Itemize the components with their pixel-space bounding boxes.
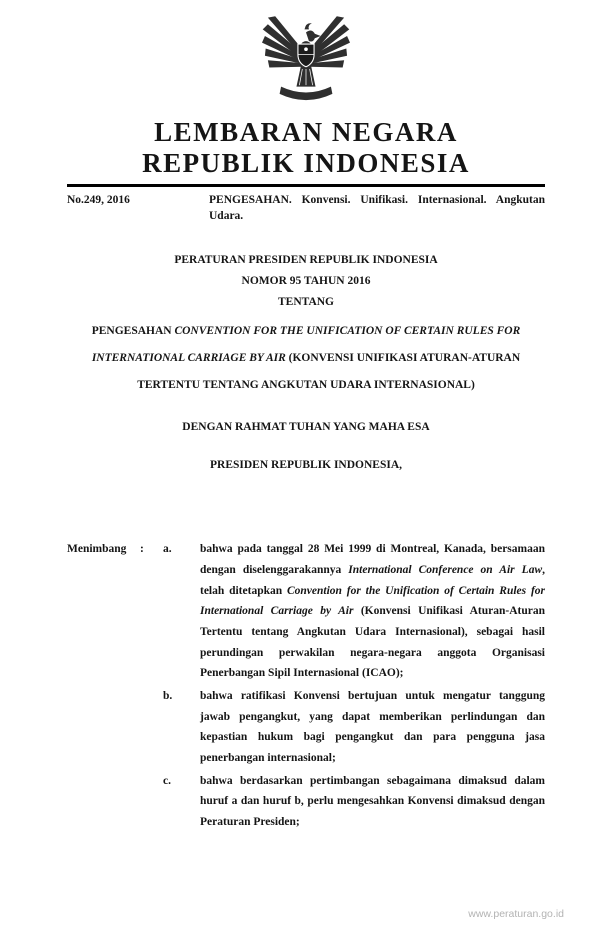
item-letter: c. [163,774,171,787]
watermark: www.peraturan.go.id [468,908,564,920]
masthead-line1: LEMBARAN NEGARA [154,117,458,147]
header-divider [67,184,545,187]
considerations-section [67,539,545,833]
regulation-subject: PENGESAHAN CONVENTION FOR THE UNIFICATION OF CERTAIN RULES FOR INTERNATIONAL CARRIAGE BY AIR (KONVENSI UNIFIKASI ATURAN-ATURAN TERTENTU TENTANG ANGKUTAN UDARA INTERNASIONAL) [91,325,521,392]
consideration-item-b [67,686,545,769]
gazette-number: No.249, 2016 [67,194,130,206]
emblem-container [67,10,545,111]
masthead-title [67,117,545,178]
invocation-line: DENGAN RAHMAT TUHAN YANG MAHA ESA [182,421,430,434]
considerations-colon: : [140,543,144,556]
regulation-heading [67,254,545,471]
consideration-item-a [67,539,545,684]
gazette-header-row [67,192,545,224]
authority-line: PRESIDEN REPUBLIK INDONESIA, [209,459,403,472]
regulation-number: NOMOR 95 TAHUN 2016 [241,275,371,288]
item-letter: a. [163,543,172,556]
masthead-line2: REPUBLIK INDONESIA [142,147,470,178]
item-text: bahwa berdasarkan pertimbangan sebagaimana dimaksud dalam huruf a dan huruf b, perlu mengesahkan Konvensi dimaksud dengan Peraturan Presiden; [200,774,545,829]
garuda-pancasila-icon [262,10,350,106]
item-text: bahwa pada tanggal 28 Mei 1999 di Montreal, Kanada, bersamaan dengan diselenggarakannya International Conference on Air Law, telah ditetapkan Convention for the Unification of Certain Rules for International Carriage by Air (Konvensi Unifikasi Aturan-Aturan Tertentu tentang Angkutan Udara Internasional), sebagai hasil perundingan perwakilan negara-negara anggota Organisasi Penerbangan Sipil Internasional (ICAO); [200,543,546,680]
item-letter: b. [163,690,173,703]
regulation-title: PERATURAN PRESIDEN REPUBLIK INDONESIA [174,254,438,267]
considerations-label: Menimbang [67,543,127,556]
regulation-tentang: TENTANG [277,296,335,309]
item-text: bahwa ratifikasi Konvensi bertujuan untuk mengatur tanggung jawab pengangkut, yang dapat memberikan perlindungan dan kepastian hukum bagi pengangkut dan para pengguna jasa penerbangan internasional; [200,690,545,765]
gazette-subject: PENGESAHAN. Konvensi. Unifikasi. Internasional. Angkutan Udara. [209,194,545,223]
consideration-item-c [67,771,545,833]
